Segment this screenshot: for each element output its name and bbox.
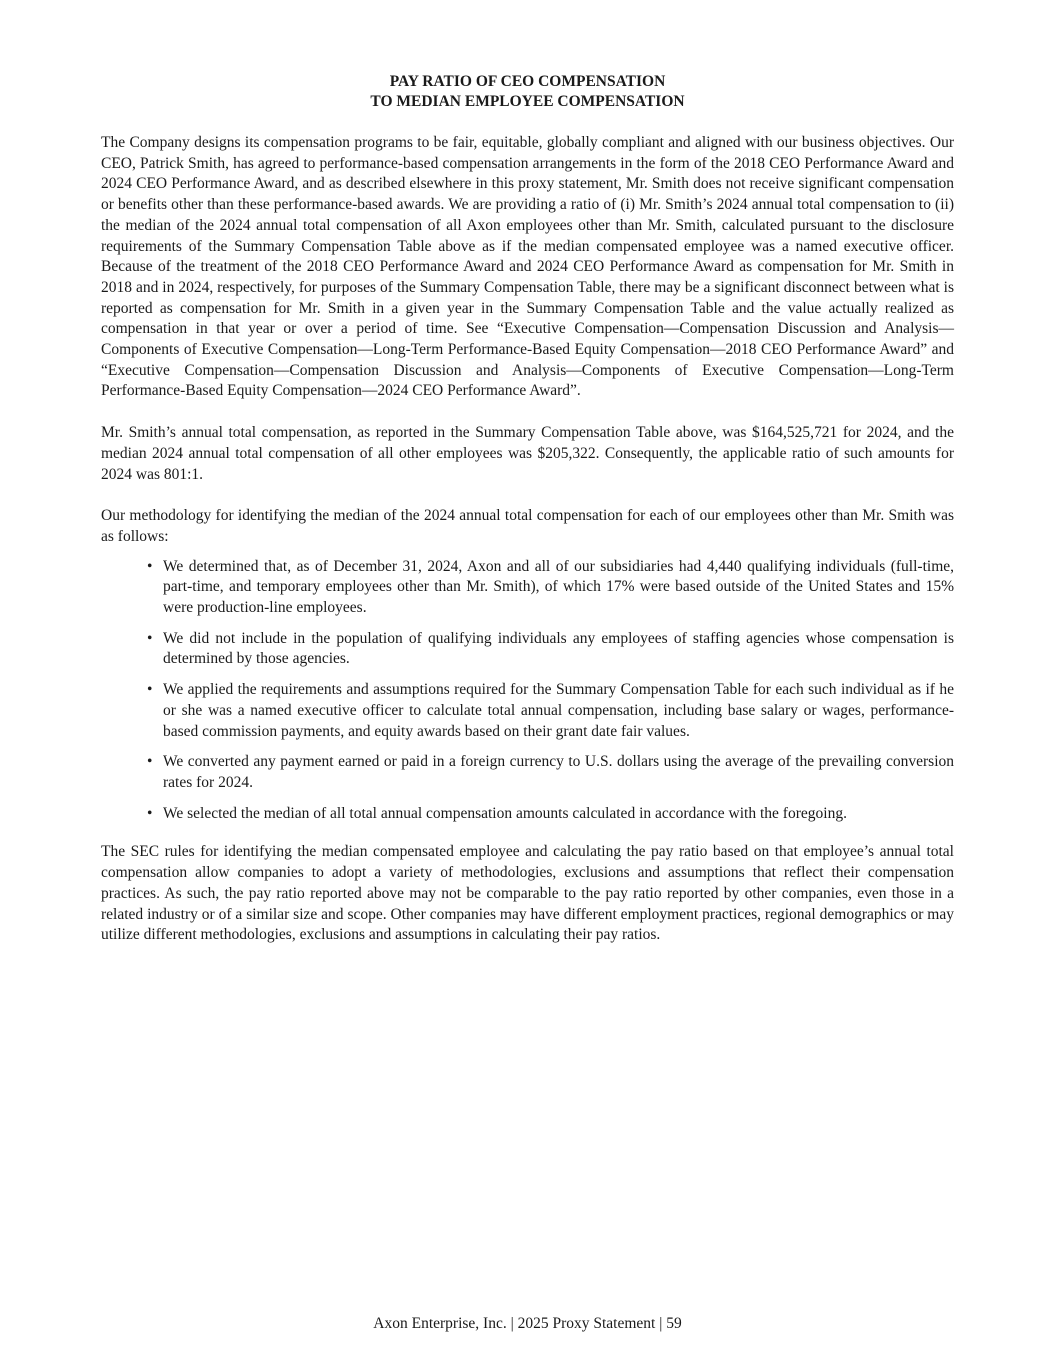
list-item-text: We did not include in the population of qualifying individuals any employees of staffing agencies whose compensation is determined by those agencies. xyxy=(163,629,954,668)
list-item xyxy=(147,629,954,670)
page-footer: Axon Enterprise, Inc. | 2025 Proxy Statement | 59 xyxy=(373,1315,682,1332)
ratio-paragraph: Mr. Smith’s annual total compensation, as reported in the Summary Compensation Table above, was $164,525,721 for 2024, and the median 2024 annual total compensation of all other employees was $205,322. Consequently, the applicable ratio of such amounts for 2024 was 801:1. xyxy=(101,424,954,483)
page-title xyxy=(101,72,954,112)
methodology-paragraph: Our methodology for identifying the median of the 2024 annual total compensation for each of our employees other than Mr. Smith was as follows: xyxy=(101,507,954,545)
list-item-text: We applied the requirements and assumptions required for the Summary Compensation Table for each such individual as if he or she was a named executive officer to calculate total annual compensation, including base salary or wages, performance-based commission payments, and equity awards based on their grant date fair values. xyxy=(163,681,954,740)
bullet-icon: • xyxy=(147,681,153,699)
list-item-text: We converted any payment earned or paid in a foreign currency to U.S. dollars using the average of the prevailing conversion rates for 2024. xyxy=(163,753,954,791)
bullet-icon: • xyxy=(147,753,153,771)
bullet-icon: • xyxy=(147,804,153,822)
title-line-2: TO MEDIAN EMPLOYEE COMPENSATION xyxy=(370,93,685,110)
list-item-text: We selected the median of all total annual compensation amounts calculated in accordance with the foregoing. xyxy=(163,804,847,822)
intro-paragraph: The Company designs its compensation programs to be fair, equitable, globally compliant and aligned with our business objectives. Our CEO, Patrick Smith, has agreed to performance-based compensation arrangements in the form of the 2018 CEO Performance Award and 2024 CEO Performance Award, and as described elsewhere in this proxy statement, Mr. Smith does not receive significant compensation or benefits other than these performance-based awards. We are providing a ratio of (i) Mr. Smith’s 2024 annual total compensation to (ii) the median of the 2024 annual total compensation of all Axon employees other than Mr. Smith, calculated pursuant to the disclosure requirements of the Summary Compensation Table above as if the median compensated employee was a named executive officer. Because of the treatment of the 2018 CEO Performance Award and 2024 CEO Performance Award as compensation for Mr. Smith in 2018 and in 2024, respectively, for purposes of the Summary Compensation Table, there may be a significant disconnect between what is reported as compensation for Mr. Smith in a given year in the Summary Compensation Table and the value actually realized as compensation in that year or over a period of time. See “Executive Compensation—Compensation Discussion and Analysis—Components of Executive Compensation—Long-Term Performance-Based Equity Compensation—2018 CEO Performance Award” and “Executive Compensation—Compensation Discussion and Analysis—Components of Executive Compensation—Long-Term Performance-Based Equity Compensation—2024 CEO Performance Award”. xyxy=(101,134,954,400)
closing-paragraph: The SEC rules for identifying the median compensated employee and calculating the pay ratio based on that employee’s annual total compensation allow companies to adopt a variety of methodologies, exclusions and assumptions that reflect their compensation practices. As such, the pay ratio reported above may not be comparable to the pay ratio reported by other companies, even those in a related industry or of a similar size and scope. Other companies may have different employment practices, regional demographics or may utilize different methodologies, exclusions and assumptions in calculating their pay ratios. xyxy=(101,843,954,944)
bullet-icon: • xyxy=(147,557,153,575)
list-item xyxy=(147,557,954,619)
document-page xyxy=(101,72,954,946)
list-item-text: We determined that, as of December 31, 2024, Axon and all of our subsidiaries had 4,440 qualifying individuals (full-time, part-time, and temporary employees other than Mr. Smith), of which 17% were based outside of the United States and 15% were production-line employees. xyxy=(163,557,954,617)
list-item xyxy=(147,804,954,825)
bullet-icon: • xyxy=(147,629,153,647)
methodology-bullet-list xyxy=(101,557,954,825)
title-line-1: PAY RATIO OF CEO COMPENSATION xyxy=(389,73,666,90)
list-item xyxy=(147,680,954,742)
list-item xyxy=(147,752,954,793)
